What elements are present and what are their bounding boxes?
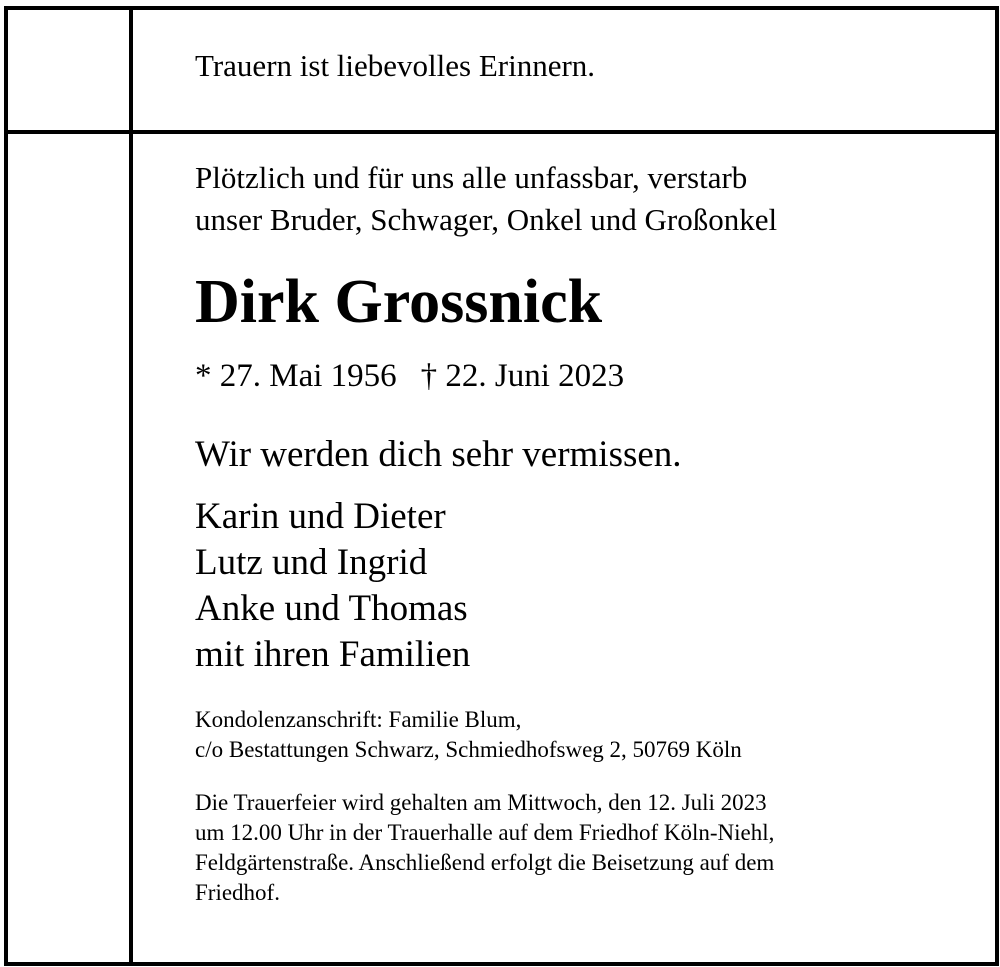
intro-line: Plötzlich und für uns alle unfassbar, verstarb	[195, 160, 748, 195]
service-line: um 12.00 Uhr in der Trauerhalle auf dem Friedhof Köln-Niehl,	[195, 820, 775, 845]
life-dates	[195, 358, 624, 396]
mourners-list	[195, 494, 470, 678]
birth-date: * 27. Mai 1956	[195, 358, 397, 394]
service-line: Die Trauerfeier wird gehalten am Mittwoch, den 12. Juli 2023	[195, 790, 767, 815]
intro-text	[195, 157, 777, 241]
mourner-line: mit ihren Familien	[195, 634, 471, 675]
farewell-line: Wir werden dich sehr vermissen.	[195, 434, 682, 475]
vertical-divider	[129, 10, 133, 962]
address-line: c/o Bestattungen Schwarz, Schmiedhofsweg 2, 50769 Köln	[195, 737, 742, 762]
condolence-address	[195, 705, 742, 765]
address-line: Kondolenzanschrift: Familie Blum,	[195, 707, 522, 732]
deceased-name: Dirk Grossnick	[195, 268, 603, 336]
death-date: † 22. Juni 2023	[420, 358, 625, 394]
motto-line: Trauern ist liebevolles Erinnern.	[195, 48, 596, 83]
mourner-line: Karin und Dieter	[195, 496, 446, 537]
mourner-line: Anke und Thomas	[195, 588, 468, 629]
service-line: Friedhof.	[195, 880, 280, 905]
intro-line: unser Bruder, Schwager, Onkel und Großonkel	[195, 202, 778, 237]
horizontal-divider	[8, 130, 995, 134]
service-line: Feldgärtenstraße. Anschließend erfolgt die Beisetzung auf dem	[195, 850, 775, 875]
service-info	[195, 788, 774, 908]
mourner-line: Lutz und Ingrid	[195, 542, 428, 583]
